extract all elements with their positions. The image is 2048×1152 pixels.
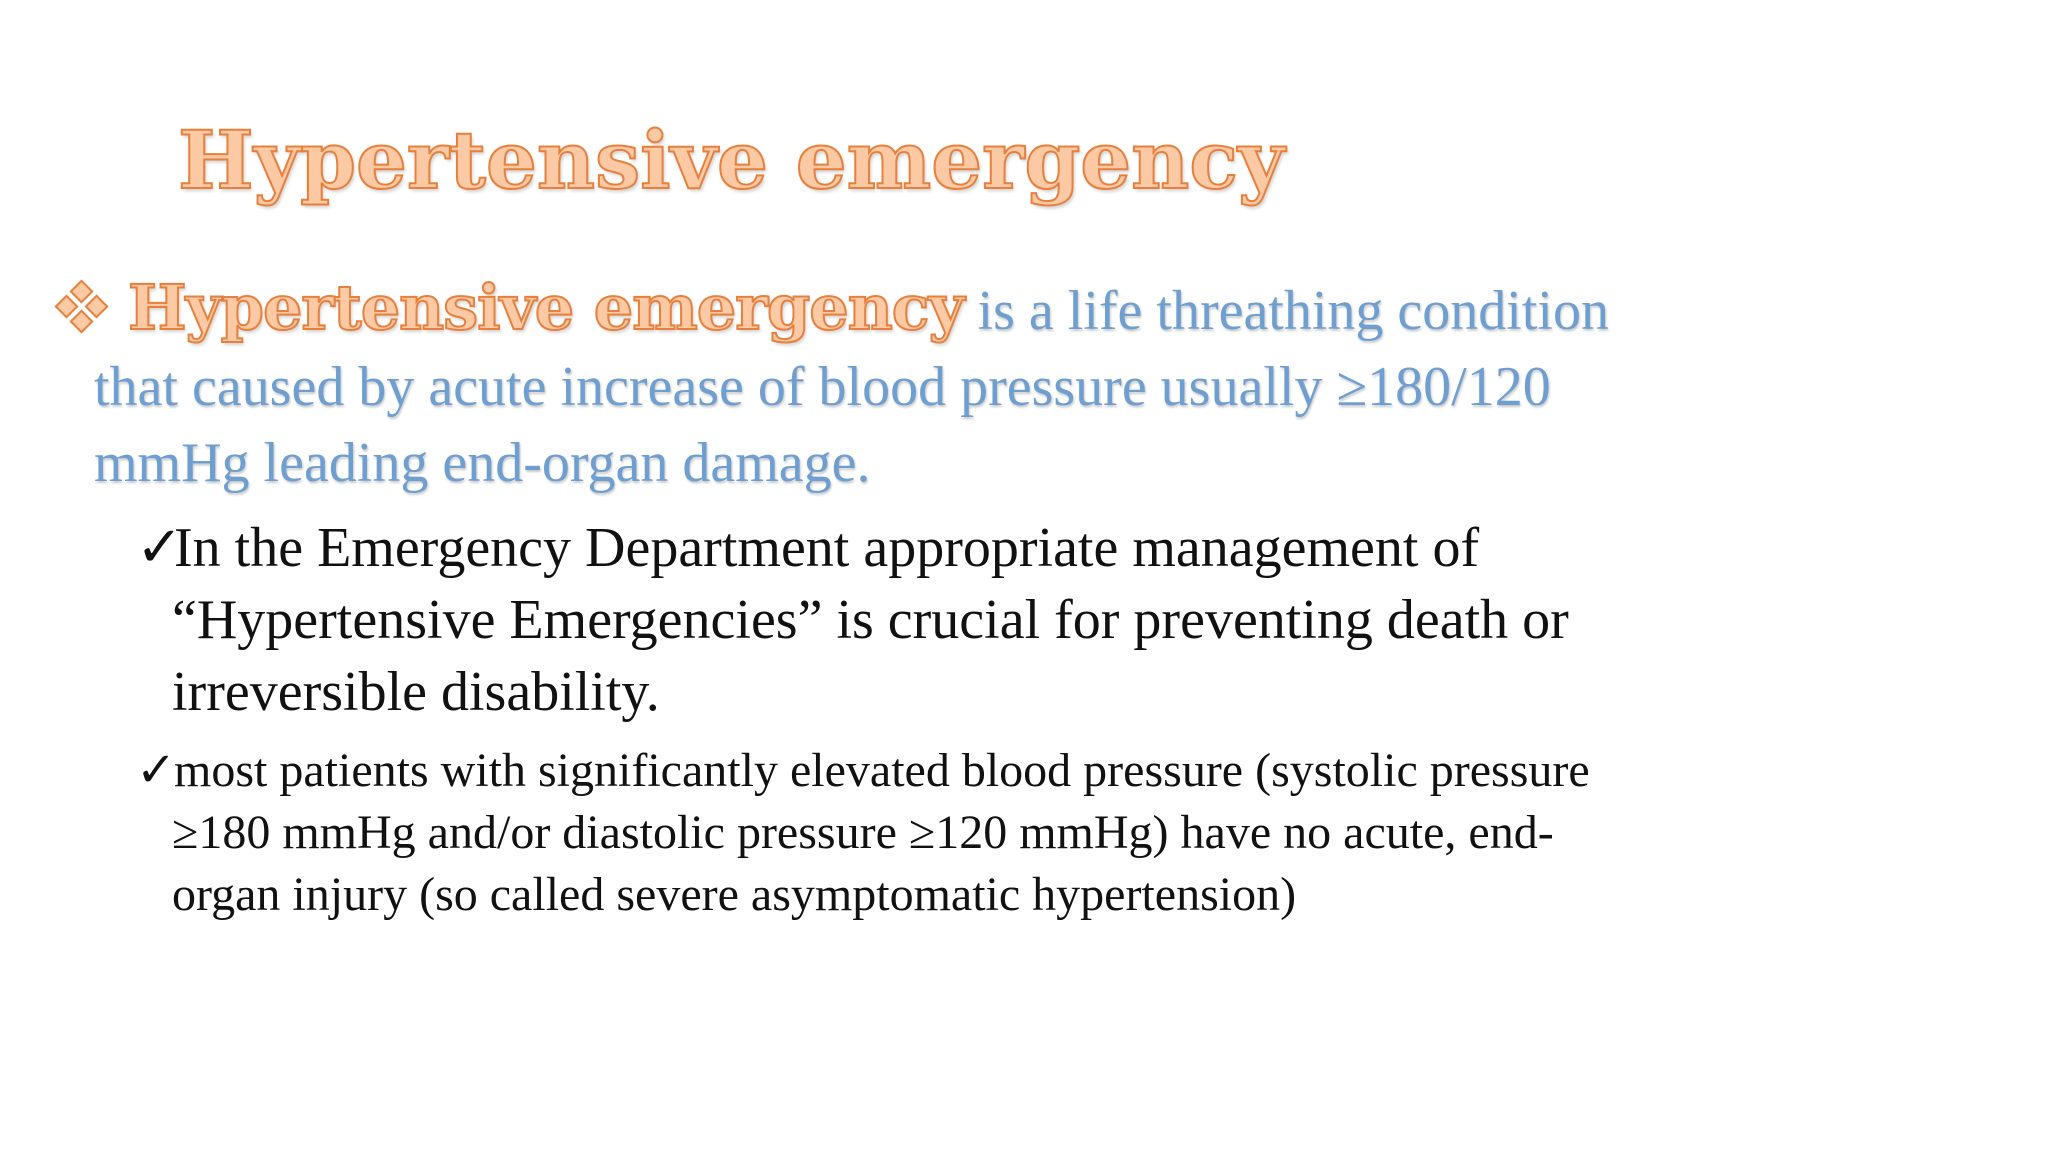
sub-point-line1: most patients with significantly elevated blood pressure (systolic pressure xyxy=(174,744,1590,797)
definition-bullet xyxy=(58,270,1818,501)
sub-point-line3: irreversible disability. xyxy=(172,661,660,723)
checkmark-icon: ✓ xyxy=(136,744,177,797)
sub-point-line2: ≥180 mmHg and/or diastolic pressure ≥120 mmHg) have no acute, end- xyxy=(172,806,1554,859)
checkmark-icon: ✓ xyxy=(136,517,183,579)
definition-text-line2: that caused by acute increase of blood pressure usually ≥180/120 xyxy=(94,356,1551,418)
sub-point-ed-management xyxy=(136,512,1896,728)
sub-point-line3: organ injury (so called severe asymptomatic hypertension) xyxy=(172,868,1297,921)
definition-term: Hypertensive emergency xyxy=(128,271,964,344)
definition-text-line3: mmHg leading end-organ damage. xyxy=(94,432,871,494)
definition-text-line1: is a life threathing condition xyxy=(977,280,1609,342)
sub-point-asymptomatic xyxy=(136,740,1896,926)
sub-point-line2: “Hypertensive Emergencies” is crucial for preventing death or xyxy=(172,589,1569,651)
sub-point-line1: In the Emergency Department appropriate management of xyxy=(174,517,1480,579)
slide-title: Hypertensive emergency xyxy=(178,113,1285,207)
diamond-cluster-icon xyxy=(58,283,102,327)
